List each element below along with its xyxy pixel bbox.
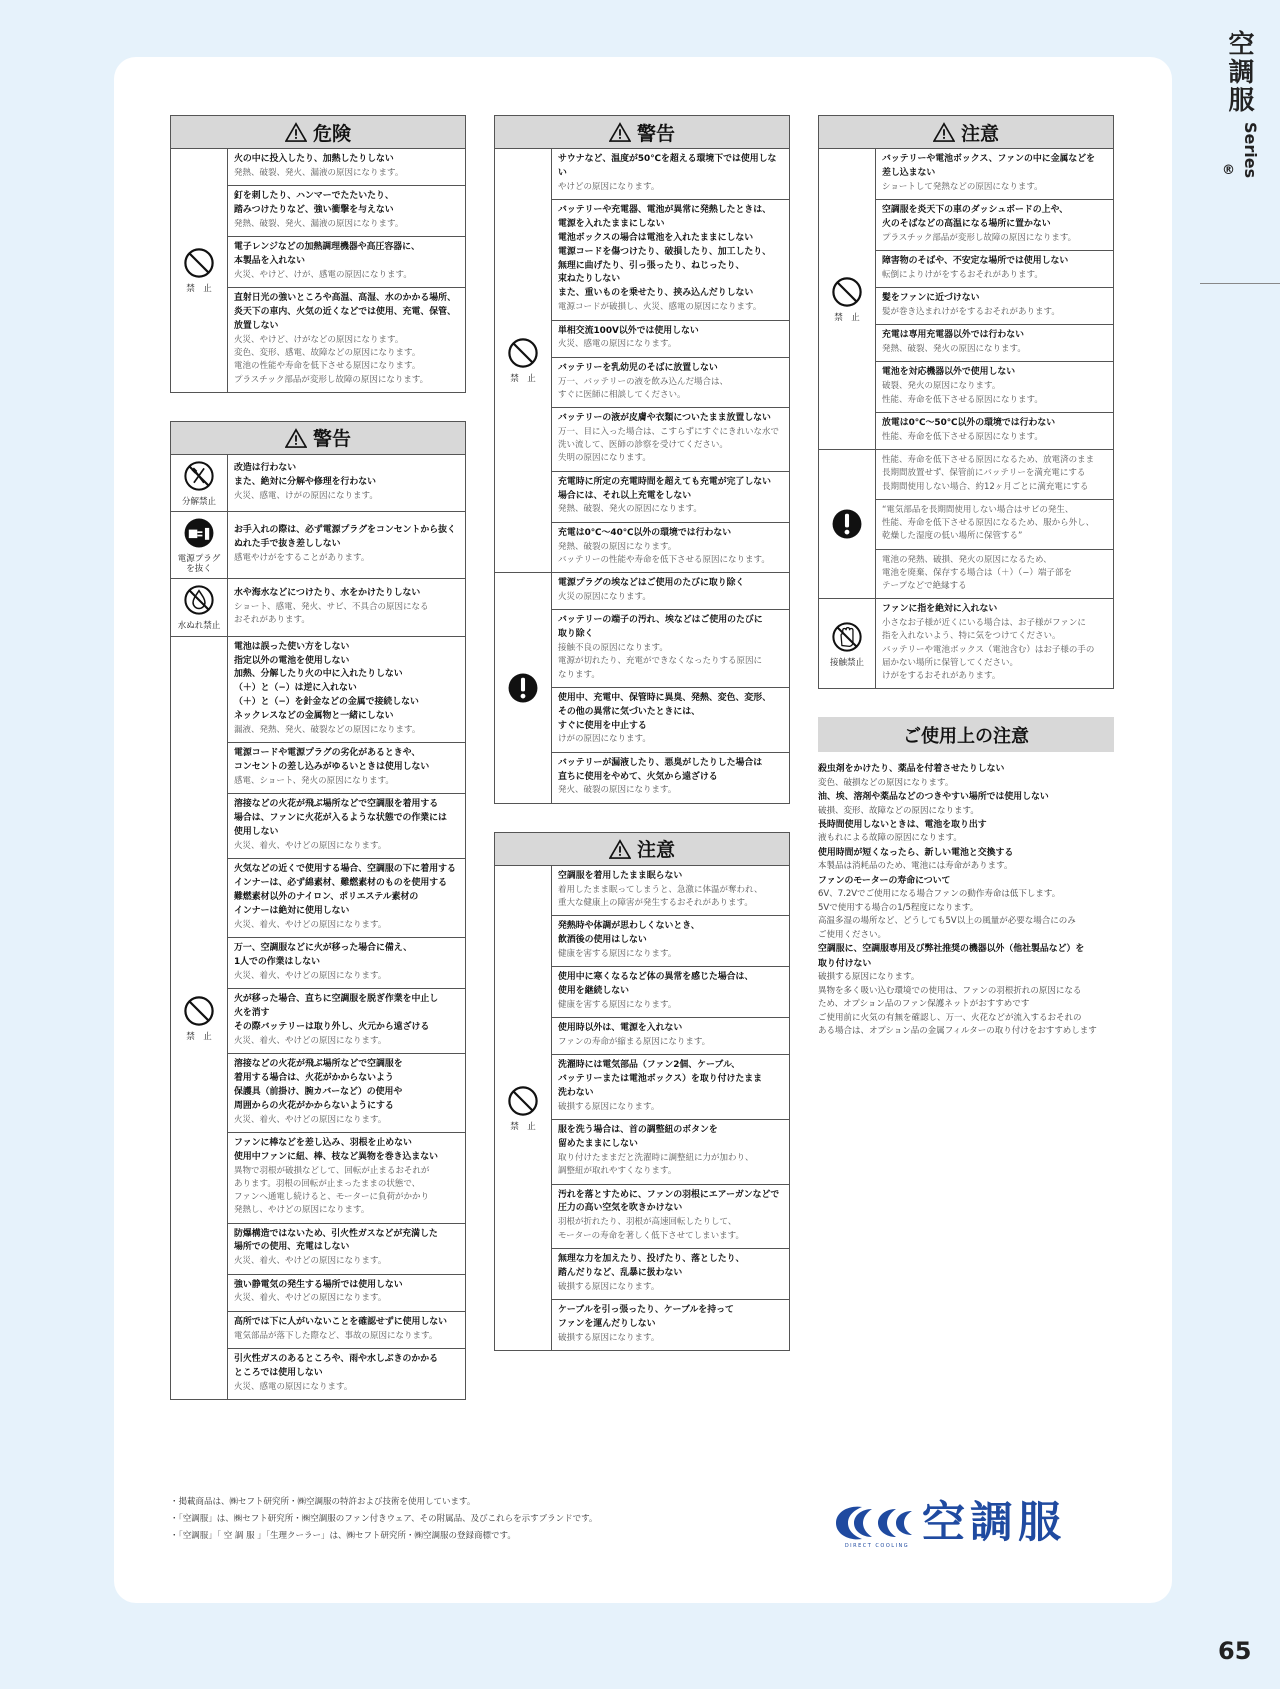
symbol-cell	[495, 865, 552, 1350]
symbol-cell	[819, 149, 876, 450]
warning-heading: 溶接などの火花が飛ぶ場所などで空調服を 着用する場合は、火花がかからないよう 保護具（前掛け、腕カバーなど）の使用や 周囲からの火花がかからないようにする	[234, 1058, 403, 1111]
warning-heading: 電源コードや電源プラグの劣化があるときや、 コンセントの差し込みがゆるいときは使用しない	[234, 748, 430, 773]
warning-item	[228, 1311, 466, 1348]
section-header	[818, 115, 1114, 148]
usage-note-detail: 変色、破損などの原因になります。	[818, 777, 954, 788]
usage-note-heading: 油、埃、溶剤や薬品などのつきやすい場所では使用しない	[818, 792, 1049, 803]
mandatory-icon	[497, 671, 549, 705]
brand-logo	[832, 1499, 1116, 1551]
warning-heading: 高所では下に人がいないことを確認せずに使用しない	[234, 1316, 447, 1327]
warning-heading: 万一、空調服などに火が移った場合に備え、 1人での作業はしない	[234, 942, 413, 967]
symbol-cell	[495, 573, 552, 804]
usage-note-detail: 6V、7.2Vでご使用になる場合ファンの動作寿命は低下します。 5Vで使用する場合の1/5程度になります。 高温多湿の場所など、どうしても5V以上の風量が必要な場合にのみ ご使用ください。	[818, 889, 1076, 940]
symbol-cell	[171, 512, 228, 579]
warning-item	[876, 200, 1114, 251]
footnotes	[170, 1494, 650, 1545]
warning-detail: 火災、着火、やけどの原因になります。	[234, 919, 387, 930]
symbol-label: 禁 止	[186, 284, 212, 295]
warning-detail: 火災、着火、やけどの原因になります。	[234, 1256, 387, 1267]
section-title: 危険	[312, 122, 351, 145]
warning-heading: 充電時に所定の充電時間を超えても充電が完了しない 場合には、それ以上充電をしない	[558, 476, 771, 501]
usage-note-heading: ファンのモーターの寿命について	[818, 875, 951, 886]
warning-triangle-icon	[933, 122, 955, 142]
usage-notes	[818, 717, 1114, 1038]
water-icon	[173, 583, 225, 617]
warning-row	[495, 149, 790, 200]
warning-section	[170, 421, 466, 1400]
unplug-icon	[173, 516, 225, 550]
warning-table	[818, 148, 1114, 689]
logo-tagline: DIRECT COOLING	[844, 1543, 910, 1549]
symbol-label: 禁 止	[510, 374, 536, 385]
warning-detail: 発熱、破裂、発火の原因になります。	[882, 344, 1026, 355]
warning-heading: 空調服を着用したまま眠らない	[558, 870, 683, 881]
warning-item	[228, 288, 466, 393]
symbol-cell	[171, 636, 228, 1399]
warning-table	[170, 148, 466, 393]
warning-item	[228, 743, 466, 794]
symbol-cell	[819, 599, 876, 689]
symbol-label: 禁 止	[834, 312, 860, 323]
warning-item	[552, 1018, 790, 1055]
warning-item	[552, 687, 790, 752]
warning-heading: 火が移った場合、直ちに空調服を脱ぎ作業を中止し 火を消す その際バッテリーは取り外し、火元から遠ざける	[234, 994, 439, 1032]
warning-detail: 漏液、発熱、発火、破裂などの原因になります。	[234, 724, 421, 735]
warning-row	[171, 636, 466, 743]
prohibit-icon	[173, 994, 225, 1028]
warning-detail: 性能、寿命を低下させる原因になるため、放電済のまま 長期間放置せず、保管前にバッテリーを満充電にする 長期間使用しない場合、約12ヶ月ごとに満充電にする	[882, 455, 1095, 492]
warning-item	[552, 865, 790, 915]
warning-item	[876, 251, 1114, 288]
warning-heading: バッテリーや電池ボックス、ファンの中に金属などを 差し込まない	[882, 154, 1095, 178]
page-number: 65	[1218, 1637, 1252, 1665]
warning-heading: 水や海水などにつけたり、水をかけたりしない	[234, 587, 421, 598]
warning-heading: 髪をファンに近づけない	[882, 293, 980, 304]
warning-heading: バッテリーが漏液したり、悪臭がしたりした場合は 直ちに使用をやめて、火気から遠ざける	[558, 757, 763, 782]
warning-row	[171, 149, 466, 186]
warning-heading: 電池を対応機器以外で使用しない	[882, 367, 1016, 378]
warning-item	[228, 1348, 466, 1399]
section-title: 警告	[312, 428, 351, 451]
warning-heading: バッテリーを乳幼児のそばに放置しない	[558, 362, 718, 373]
warning-detail: 火災、やけど、けが、感電の原因になります。	[234, 269, 412, 280]
warning-item	[228, 989, 466, 1054]
warning-detail: 電池の発熱、破損、発火の原因になるため、 電池を廃棄、保存する場合は（＋）（−）端子部を テープなどで絶縁する	[882, 554, 1072, 592]
side-brand-series: Series	[1241, 122, 1261, 179]
warning-heading: 溶接などの火花が飛ぶ場所などで空調服を着用する 場合は、ファンに火花が入るような状態での作業には 使用しない	[234, 799, 447, 838]
warning-heading: 放電は0℃〜50℃以外の環境では行わない	[882, 417, 1056, 428]
warning-detail: 発熱、破裂、発火、漏液の原因になります。	[234, 167, 404, 178]
warning-detail: 火災の原因になります。	[558, 592, 651, 602]
warning-detail: 取り付けたままだと洗濯時に調整紐に力が加わり、 調整紐が取れやすくなります。	[558, 1153, 754, 1177]
warning-heading: 充電は0℃〜40℃以外の環境では行わない	[558, 527, 732, 538]
warning-detail: “電気部品を長期間使用しない場合はサビの発生、 性能、寿命を低下させる原因になるため、服から外し、 乾燥した湿度の低い場所に保管する”	[882, 504, 1095, 542]
right-column	[818, 115, 1114, 1039]
usage-note	[818, 818, 1114, 846]
section-header	[494, 115, 790, 148]
warning-heading: サウナなど、温度が50℃を超える環境下では使用しない	[558, 154, 777, 178]
usage-note-detail: 本製品は消耗品のため、電池には寿命があります。	[818, 861, 1013, 872]
warning-detail: 異物で羽根が破損などして、回転が止まるおそれが あります。羽根の回転が止まったままの状態で、 ファンへ通電し続けると、モーターに負荷がかかり 発熱し、やけどの原因になります。	[234, 1165, 430, 1216]
section-title: 警告	[636, 122, 675, 145]
warning-item	[228, 1223, 466, 1274]
warning-detail: けがの原因になります。	[558, 734, 651, 745]
symbol-label: 接触禁止	[829, 657, 864, 668]
usage-note-detail: 破損する原因になります。 異物を多く吸い込む環境での使用は、ファンの羽根折れの原因になる ため、オプション品のファン保護ネットがおすすめです ご使用前に火気の有無を確認し、万一、火花などが流入するおそれの ある場合は、オプション品の金属フィルターの取り付けをおすすめします	[818, 971, 1097, 1037]
symbol-label: 禁 止	[186, 1031, 212, 1042]
usage-note	[818, 874, 1114, 943]
warning-table	[494, 148, 790, 804]
warning-heading: 障害物のそばや、不安定な場所では使用しない	[882, 256, 1069, 267]
warning-item	[228, 636, 466, 743]
usage-note-heading: 殺虫剤をかけたり、薬品を付着させたりしない	[818, 764, 1005, 775]
warning-heading: 改造は行わない また、絶対に分解や修理を行わない	[234, 462, 376, 487]
warning-detail: 感電やけがをすることがあります。	[234, 553, 370, 564]
warning-detail: 接触不良の原因になります。 電源が切れたり、充電ができなくなったりする原因に なります。	[558, 643, 763, 680]
usage-note	[818, 942, 1114, 1038]
warning-item	[876, 149, 1114, 200]
warning-detail: 発熱、破裂、発火、漏液の原因になります。	[234, 218, 404, 229]
symbol-cell	[495, 149, 552, 573]
warning-detail: 健康を害する原因になります。	[558, 999, 677, 1010]
section-header	[170, 421, 466, 454]
warning-item	[876, 599, 1114, 689]
warning-detail: 羽根が折れたり、羽根が高速回転したりして、 モーターの寿命を著しく低下させてしまいます。	[558, 1217, 744, 1241]
warning-heading: 発熱時や体調が思わしくないとき、 飲酒後の使用はしない	[558, 921, 700, 946]
warning-item	[228, 512, 466, 579]
warning-heading: 使用中、充電中、保管時に異臭、発熱、変色、変形、 その他の異常に気づいたときには、 すぐに使用を中止する	[558, 692, 771, 731]
warning-row	[819, 450, 1114, 500]
side-divider	[1200, 283, 1280, 284]
warning-detail: 破損する原因になります。	[558, 1332, 660, 1343]
warning-heading: 充電は専用充電器以外では行わない	[882, 330, 1024, 341]
warning-heading: 電源プラグの埃などはご使用のたびに取り除く	[558, 578, 745, 589]
warning-detail: 健康を害する原因になります。	[558, 948, 677, 959]
warning-heading: 釘を刺したり、ハンマーでたたいたり、 踏みつけたりなど、強い衝撃を与えない	[234, 191, 394, 216]
warning-detail: 小さなお子様が近くにいる場合は、お子様がファンに 指を入れないよう、特に気をつけてください。 バッテリーや電池ボックス（電池含む）はお子様の手の 届かない場所に保管してください。 けがをするおそれがあります。	[882, 618, 1095, 682]
warning-detail: 火災、着火、やけどの原因になります。	[234, 970, 387, 981]
side-brand	[1221, 30, 1261, 230]
prohibit-icon	[497, 1084, 549, 1118]
warning-heading: 引火性ガスのあるところや、雨や水しぶきのかかる ところでは使用しない	[234, 1353, 438, 1378]
warning-detail: やけどの原因になります。	[558, 181, 660, 192]
warning-item	[876, 362, 1114, 412]
prohibit-icon	[173, 246, 225, 280]
warning-heading: ファンに指を絶対に入れない	[882, 604, 998, 615]
warning-section	[170, 115, 466, 393]
warning-item	[552, 357, 790, 407]
warning-heading: 無理な力を加えたり、投げたり、落としたり、 踏んだりなど、乱暴に扱わない	[558, 1253, 745, 1278]
warning-item	[228, 859, 466, 938]
warning-heading: 火の中に投入したり、加熱したりしない	[234, 154, 394, 164]
warning-heading: 電池は誤った使い方をしない 指定以外の電池を使用しない 加熱、分解したり火の中に入れたりしない （＋）と（−）は逆に入れない （＋）と（−）を針金などの金属で接続しない ネックレスなどの金属物と一緒にしない	[234, 641, 419, 722]
warning-row	[819, 599, 1114, 689]
warning-item	[552, 522, 790, 572]
warning-detail: 発火、破裂の原因になります。	[558, 785, 677, 796]
section-header	[494, 832, 790, 865]
no-touch-icon	[821, 620, 873, 654]
prohibit-icon	[497, 336, 549, 370]
warning-row	[495, 573, 790, 610]
section-title: 注意	[636, 839, 675, 862]
symbol-label: 禁 止	[510, 1121, 536, 1132]
side-brand-reg: ®	[1221, 163, 1236, 179]
symbol-label: 分解禁止	[181, 496, 216, 507]
symbol-label: 電源プラグ を抜く	[177, 554, 221, 575]
footnote: ・「空調服」「 空 調 服 」「生理クーラー」は、㈱セフト研究所・㈱空調服の登録商標です。	[170, 1531, 516, 1541]
warning-table	[170, 454, 466, 1400]
warning-item	[876, 499, 1114, 549]
usage-note	[818, 762, 1114, 790]
warning-detail: 破損する原因になります。	[558, 1281, 660, 1292]
usage-note	[818, 846, 1114, 874]
symbol-cell	[171, 579, 228, 636]
warning-row	[171, 579, 466, 636]
disassemble-icon	[173, 459, 225, 493]
warning-item	[228, 454, 466, 511]
warning-item	[552, 573, 790, 610]
warning-item	[552, 1299, 790, 1350]
warning-detail: ショートして発熱などの原因になります。	[882, 181, 1043, 192]
warning-item	[552, 967, 790, 1018]
warning-section	[818, 115, 1114, 689]
usage-note-heading: 使用時間が短くなったら、新しい電池と交換する	[818, 847, 1014, 858]
warning-row	[819, 149, 1114, 200]
warning-detail: 火災、着火、やけどの原因になります。	[234, 1293, 387, 1304]
warning-detail: 火災、着火、やけどの原因になります。	[234, 1035, 387, 1046]
warning-item	[552, 408, 790, 472]
warning-detail: 転倒によりけがをするおそれがあります。	[882, 269, 1043, 280]
warning-item	[552, 320, 790, 357]
warning-item	[876, 450, 1114, 500]
warning-heading: 洗濯時には電気部品（ファン2個、ケーブル、 バッテリーまたは電池ボックス）を取り付けたまま 洗わない	[558, 1060, 763, 1099]
usage-note	[818, 790, 1114, 818]
warning-item	[552, 471, 790, 522]
warning-heading: バッテリーの端子の汚れ、埃などはご使用のたびに 取り除く	[558, 615, 763, 640]
symbol-cell	[171, 454, 228, 511]
left-column	[170, 115, 466, 1428]
warning-item	[228, 1053, 466, 1132]
middle-column	[494, 115, 790, 1379]
usage-note-heading: 空調服に、空調服専用及び弊社推奨の機器以外（他社製品など）を 取り付けない	[818, 944, 1085, 969]
warning-triangle-icon	[285, 428, 307, 448]
warning-item	[552, 752, 790, 803]
warning-detail: 火災、やけど、けがなどの原因になります。 変色、変形、感電、故障などの原因になります。 電池の性能や寿命を低下させる原因になります。 プラスチック部品が変形し故障の原因になります。	[234, 334, 429, 385]
warning-detail: 感電、ショート、発火の原因になります。	[234, 776, 394, 786]
warning-detail: 電気部品が落下した際など、事故の原因になります。	[234, 1330, 438, 1341]
warning-item	[876, 412, 1114, 449]
warning-heading: ケーブルを引っ張ったり、ケーブルを持って ファンを運んだりしない	[558, 1304, 734, 1329]
warning-detail: 発熱、破裂の原因になります。 バッテリーの性能や寿命を低下させる原因になります。	[558, 541, 770, 565]
warning-heading: バッテリーの液が皮膚や衣類についたまま放置しない	[558, 413, 771, 424]
symbol-cell	[819, 450, 876, 599]
warning-item	[228, 1132, 466, 1223]
warning-detail: 着用したまま眠ってしまうと、急激に体温が奪われ、 重大な健康上の障害が発生するおそれがあります。	[558, 884, 763, 908]
warning-item	[228, 186, 466, 237]
warning-section	[494, 115, 790, 804]
logo-mark-icon	[832, 1503, 918, 1543]
warning-heading: 単相交流100V以外では使用しない	[558, 325, 699, 336]
warning-item	[552, 1055, 790, 1120]
warning-detail: 破損する原因になります。	[558, 1102, 660, 1112]
warning-item	[552, 1120, 790, 1184]
warning-item	[552, 610, 790, 688]
warning-section	[494, 832, 790, 1351]
warning-detail: 火災、感電の原因になります。	[558, 339, 677, 350]
warning-item	[552, 1184, 790, 1248]
warning-detail: 火災、着火、やけどの原因になります。	[234, 840, 387, 851]
warning-heading: 使用中に寒くなるなど体の異常を感じた場合は、 使用を継続しない	[558, 972, 754, 997]
warning-detail: 万一、目に入った場合は、こすらずにすぐにきれいな水で 洗い流して、医師の診察を受けてください。 失明の原因になります。	[558, 426, 780, 464]
warning-triangle-icon	[285, 122, 307, 142]
symbol-label: 水ぬれ禁止	[177, 621, 221, 632]
usage-note-heading: 長時間使用しないときは、電池を取り出す	[818, 820, 987, 831]
section-title: 注意	[960, 122, 999, 145]
warning-detail: 火災、感電の原因になります。	[234, 1381, 353, 1392]
warning-item	[552, 1248, 790, 1299]
warning-item	[228, 149, 466, 186]
warning-item	[228, 237, 466, 288]
warning-item	[876, 288, 1114, 325]
warning-item	[552, 916, 790, 967]
symbol-cell	[171, 149, 228, 393]
warning-heading: 空調服を炎天下の車のダッシュボードの上や、 火のそばなどの高温になる場所に置かない	[882, 205, 1069, 229]
warning-detail: ファンの寿命が縮まる原因になります。	[558, 1037, 711, 1048]
side-brand-title: 空調服	[1224, 30, 1254, 114]
warning-heading: 火気などの近くで使用する場合、空調服の下に着用する インナーは、必ず綿素材、難燃素材のものを使用する 難燃素材以外のナイロン、ポリエステル素材の インナーは絶対に使用しない	[234, 864, 456, 916]
warning-table	[494, 865, 790, 1351]
warning-row	[171, 454, 466, 511]
warning-heading: バッテリーや充電器、電池が異常に発熱したときは、 電源を入れたままにしない 電池ボックスの場合は電池を入れたままにしない 電源コードを傷つけたり、破損したり、加工したり、 無理に曲げたり、引っ張ったり、ねじったり、 束ねたりしない また、重いものを乗せたり、挟み込んだりしない	[558, 205, 771, 299]
warning-row	[171, 512, 466, 579]
warning-heading: 防爆構造ではないため、引火性ガスなどが充満した 場所での使用、充電はしない	[234, 1228, 438, 1253]
footnote: ・掲載商品は、㈱セフト研究所・㈱空調服の特許および技術を使用しています。	[170, 1497, 476, 1507]
logo-text: 空調服	[922, 1498, 1066, 1548]
warning-heading: 汚れを落とすために、ファンの羽根にエアーガンなどで 圧力の高い空気を吹きかけない	[558, 1189, 780, 1214]
warning-item	[228, 937, 466, 988]
warning-detail: 破裂、発火の原因になります。 性能、寿命を低下させる原因になります。	[882, 381, 1043, 405]
warning-heading: 電子レンジなどの加熱調理機器や高圧容器に、 本製品を入れない	[234, 242, 420, 267]
usage-notes-header	[818, 717, 1114, 752]
warning-item	[876, 549, 1114, 599]
warning-item	[552, 149, 790, 200]
warning-detail: 万一、バッテリーの液を飲み込んだ場合は、 すぐに医師に相談してください。	[558, 376, 729, 400]
warning-heading: 強い静電気の発生する場所では使用しない	[234, 1279, 403, 1290]
footnote: ・「空調服」は、㈱セフト研究所・㈱空調服のファン付きウェア、その附属品、及びこれらを示すブランドです。	[170, 1514, 598, 1524]
warning-triangle-icon	[609, 839, 631, 859]
section-header	[170, 115, 466, 148]
warning-heading: ファンに棒などを差し込み、羽根を止めない 使用中ファンに紐、棒、枝など異物を巻き込まない	[234, 1137, 438, 1162]
warning-heading: 使用時以外は、電源を入れない	[558, 1023, 683, 1034]
warning-heading: 服を洗う場合は、首の調整紐のボタンを 留めたままにしない	[558, 1125, 718, 1150]
warning-heading: お手入れの際は、必ず電源プラグをコンセントから抜く ぬれた手で抜き差ししない	[234, 525, 456, 550]
warning-detail: 火災、感電、けがの原因になります。	[234, 490, 378, 501]
warning-detail: ショート、感電、発火、サビ、不具合の原因になる おそれがあります。	[234, 601, 429, 625]
warning-detail: 電源コードが破損し、火災、感電の原因になります。	[558, 302, 762, 313]
warning-detail: 火災、着火、やけどの原因になります。	[234, 1114, 387, 1125]
warning-heading: 直射日光の強いところや高温、高湿、水のかかる場所、 炎天下の車内、火気の近くなどでは使用、充電、保管、 放置しない	[234, 293, 456, 331]
warning-item	[876, 325, 1114, 362]
usage-note-detail: 破損、変形、故障などの原因になります。	[818, 805, 979, 816]
warning-detail: プラスチック部品が変形し故障の原因になります。	[882, 232, 1077, 243]
warning-item	[228, 579, 466, 636]
warning-triangle-icon	[609, 122, 631, 142]
usage-notes-title: ご使用上の注意	[903, 725, 1029, 747]
mandatory-icon	[821, 507, 873, 541]
usage-note-detail: 液もれによる故障の原因になります。	[818, 833, 962, 844]
warning-detail: 性能、寿命を低下させる原因になります。	[882, 431, 1043, 442]
warning-item	[552, 200, 790, 320]
warning-row	[495, 865, 790, 915]
warning-item	[228, 1274, 466, 1311]
warning-detail: 発熱、破裂、発火の原因になります。	[558, 504, 702, 515]
warning-detail: 髪が巻き込まれけがをするおそれがあります。	[882, 307, 1060, 318]
warning-item	[228, 794, 466, 859]
prohibit-icon	[821, 275, 873, 309]
